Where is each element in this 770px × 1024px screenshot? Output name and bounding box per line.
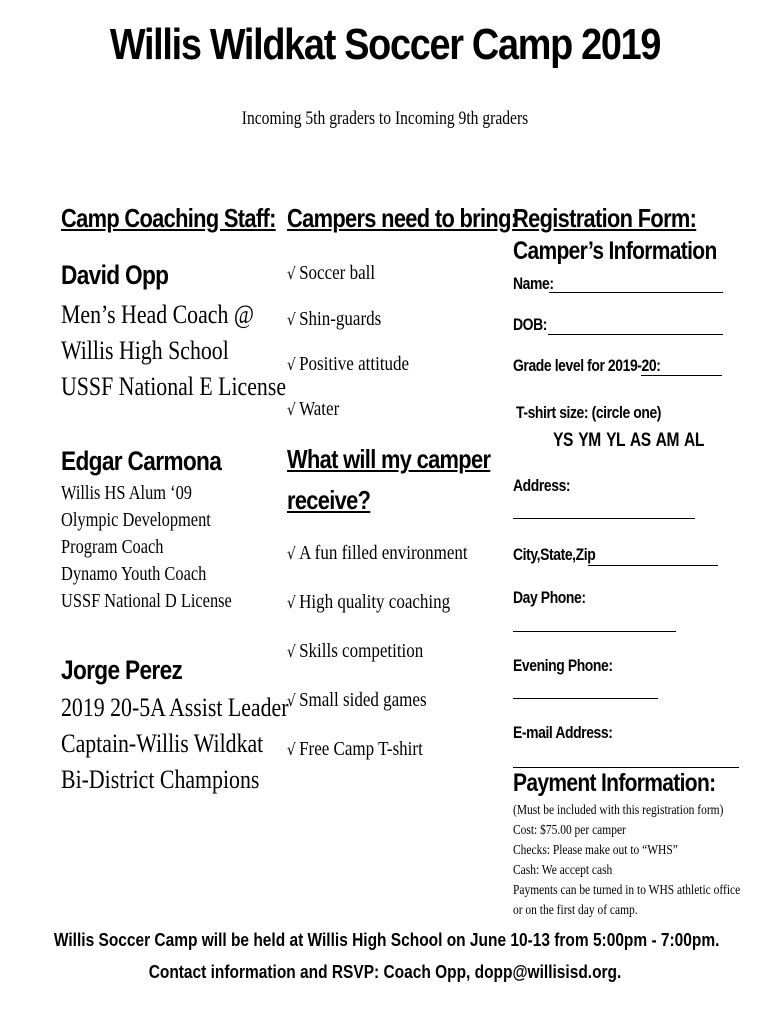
receive-heading: What will my camper bbox=[287, 444, 491, 474]
day-phone-field[interactable] bbox=[513, 631, 676, 632]
coach-detail-line: Olympic Development bbox=[61, 509, 211, 531]
email-label: E-mail Address: bbox=[513, 723, 613, 742]
coach-details bbox=[61, 690, 288, 798]
coach-detail-line: Dynamo Youth Coach bbox=[61, 563, 207, 585]
payment-line: Cash: We accept cash bbox=[513, 863, 613, 878]
evening-phone-label: Evening Phone: bbox=[513, 656, 613, 675]
coach-detail-line: Willis High School bbox=[61, 336, 229, 365]
list-item: √ Soccer ball bbox=[287, 262, 376, 284]
payment-line: Cost: $75.00 per camper bbox=[513, 823, 626, 838]
list-item: √ Water bbox=[287, 398, 340, 420]
list-item: √ Free Camp T-shirt bbox=[287, 738, 423, 760]
staff-heading: Camp Coaching Staff: bbox=[61, 203, 276, 233]
coach-details bbox=[61, 480, 232, 615]
coach-detail-line: USSF National E License bbox=[61, 372, 287, 401]
evening-phone-field[interactable] bbox=[513, 698, 658, 699]
name-label: Name: bbox=[513, 274, 554, 293]
address-label: Address: bbox=[513, 476, 571, 495]
checkmark-icon: √ bbox=[287, 740, 296, 759]
coach-name: Edgar Carmona bbox=[61, 446, 222, 476]
list-item: √ Small sided games bbox=[287, 689, 427, 711]
payment-line: Checks: Please make out to “WHS” bbox=[513, 843, 678, 858]
name-field[interactable] bbox=[549, 292, 723, 293]
payment-heading: Payment Information: bbox=[513, 769, 716, 797]
address-field[interactable] bbox=[513, 518, 695, 519]
checkmark-icon: √ bbox=[287, 544, 296, 563]
footer-contact: Contact information and RSVP: Coach Opp, dopp@willisisd.org. bbox=[148, 962, 622, 982]
checkmark-icon: √ bbox=[287, 642, 296, 661]
city-state-zip-field[interactable] bbox=[588, 565, 718, 566]
checkmark-icon: √ bbox=[287, 400, 296, 419]
checkmark-icon: √ bbox=[287, 310, 296, 329]
page-subtitle: Incoming 5th graders to Incoming 9th graders bbox=[241, 108, 529, 129]
bring-heading: Campers need to bring: bbox=[287, 203, 518, 233]
checkmark-icon: √ bbox=[287, 264, 296, 283]
coach-name: Jorge Perez bbox=[61, 655, 183, 685]
checkmark-icon: √ bbox=[287, 593, 296, 612]
receive-heading-cont: receive? bbox=[287, 485, 371, 515]
day-phone-label: Day Phone: bbox=[513, 588, 586, 607]
tshirt-size-options[interactable]: YS YM YL AS AM AL bbox=[553, 430, 705, 451]
registration-heading: Registration Form: bbox=[513, 203, 697, 233]
list-item: √ A fun filled environment bbox=[287, 542, 468, 564]
coach-detail-line: Bi-District Champions bbox=[61, 765, 260, 794]
coach-name: David Opp bbox=[61, 260, 169, 290]
payment-line: or on the first day of camp. bbox=[513, 903, 638, 918]
coach-detail-line: Captain-Willis Wildkat bbox=[61, 729, 264, 758]
page-title: Willis Wildkat Soccer Camp 2019 bbox=[109, 20, 661, 69]
checkmark-icon: √ bbox=[287, 691, 296, 710]
coach-detail-line: Men’s Head Coach @ bbox=[61, 300, 254, 329]
payment-line: (Must be included with this registration form) bbox=[513, 803, 724, 818]
city-state-zip-label: City,State,Zip bbox=[513, 545, 596, 564]
dob-field[interactable] bbox=[548, 334, 723, 335]
tshirt-label: T-shirt size: (circle one) bbox=[516, 403, 662, 422]
registration-subheading: Camper’s Information bbox=[513, 237, 717, 265]
list-item: √ Shin-guards bbox=[287, 308, 382, 330]
email-field[interactable] bbox=[513, 767, 739, 768]
payment-line: Payments can be turned in to WHS athletic office bbox=[513, 883, 741, 898]
payment-details bbox=[513, 801, 740, 921]
coach-detail-line: 2019 20-5A Assist Leader bbox=[61, 693, 289, 722]
checkmark-icon: √ bbox=[287, 355, 296, 374]
list-item: √ High quality coaching bbox=[287, 591, 451, 613]
coach-details bbox=[61, 297, 286, 405]
coach-detail-line: Program Coach bbox=[61, 536, 164, 558]
list-item: √ Positive attitude bbox=[287, 353, 410, 375]
grade-field[interactable] bbox=[641, 375, 722, 376]
grade-label: Grade level for 2019-20: bbox=[513, 356, 661, 375]
list-item: √ Skills competition bbox=[287, 640, 424, 662]
dob-label: DOB: bbox=[513, 315, 547, 334]
coach-detail-line: USSF National D License bbox=[61, 590, 232, 612]
coach-detail-line: Willis HS Alum ‘09 bbox=[61, 482, 193, 504]
footer-location: Willis Soccer Camp will be held at Willis High School on June 10-13 from 5:00pm - 7:00pm. bbox=[53, 930, 720, 950]
